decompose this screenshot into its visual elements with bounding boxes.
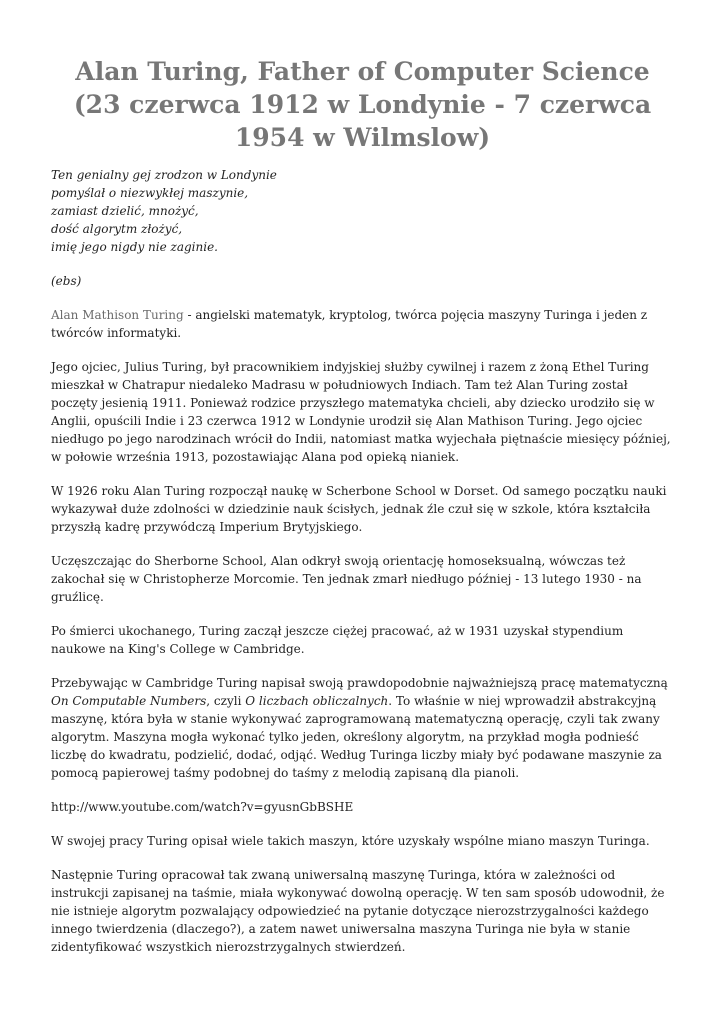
poem-line: zamiast dzielić, mnożyć, <box>51 204 199 218</box>
text-segment: . To właśnie w niej wprowadził abstrakcyjną maszynę, która była w stanie wykonywać zaprogramowaną matematyczną operację, czyli tak zwany algorytm. Maszyna mogła wykonać tylko jeden, określony algorytm, na przykład mogła podnieść liczbę do kwadratu, podzielić, dodać, odjąć. Według Turinga liczby miały być podawane maszynie za pomocą papierowej taśmy podobnej do taśmy z melodią zapisaną dla pianoli. <box>51 694 662 780</box>
page-title: Alan Turing, Father of Computer Science (23 czerwca 1912 w Londynie - 7 czerwca 1954 w Wilmslow) <box>73 57 652 152</box>
poem <box>51 166 676 256</box>
youtube-url: http://www.youtube.com/watch?v=gyusnGbBSHE <box>51 800 354 814</box>
paragraph-universal-machine: Następnie Turing opracował tak zwaną uniwersalną maszynę Turinga, która w zależności od instrukcji zapisanej na taśmie, miała wykonywać dowolną operację. W ten sam sposób udowodnił, że nie istnieje algorytm pozwalający odpowiedzieć na pytanie dotyczące nierozstrzygalności każdego innego twierdzenia (dlaczego?), a zatem nawet uniwersalna maszyna Turinga nie była w stanie zidentyfikować wszystkich nierozstrzygalnych stwierdzeń. <box>51 868 665 954</box>
paragraph-orientation: Uczęszczając do Sherborne School, Alan odkrył swoją orientację homoseksualną, wówczas też zakochał się w Christopherze Morcomie. Ten jednak zmarł niedługo później - 13 lutego 1930 - na gruźlicę. <box>51 554 642 604</box>
poem-line: imię jego nigdy nie zaginie. <box>51 240 218 254</box>
work-title-pl: O liczbach obliczalnych <box>245 694 389 708</box>
intro-text: - angielski matematyk, kryptolog, twórca pojęcia maszyny Turinga i jeden z twórców informatyki. <box>51 308 648 340</box>
text-segment: Przebywając w Cambridge Turing napisał swoją prawdopodobnie najważniejszą pracę matematyczną <box>51 676 668 690</box>
paragraph-cambridge-scholarship: Po śmierci ukochanego, Turing zaczął jeszcze ciężej pracować, aż w 1931 uzyskał stypendium naukowe na King's College w Cambridge. <box>51 624 624 656</box>
paragraph-computable-numbers <box>51 674 676 782</box>
poem-line: dość algorytm złożyć, <box>51 222 183 236</box>
paragraph-school: W 1926 roku Alan Turing rozpoczął naukę w Scherbone School w Dorset. Od samego początku nauki wykazywał duże zdolności w dziedzinie nauk ścisłych, jednak źle czuł się w szkole, która kształciła przyszłą kadrę przywódczą Imperium Brytyjskiego. <box>51 484 667 534</box>
poem-line: Ten genialny gej zrodzon w Londynie <box>51 168 277 182</box>
paragraph-family: Jego ojciec, Julius Turing, był pracownikiem indyjskiej służby cywilnej i razem z żoną Ethel Turing mieszkał w Chatrapur niedaleko Madrasu w południowych Indiach. Tam też Alan Turing został poczęty jesienią 1911. Ponieważ rodzice przyszłego matematyka chcieli, aby dziecko urodziło się w Anglii, opuścili Indie i 23 czerwca 1912 w Londynie urodził się Alan Mathison Turing. Jego ojciec niedługo po jego narodzinach wrócił do Indii, natomiast matka wyjechała piętnaście miesięcy później, w połowie września 1913, pozostawiając Alana pod opieką nianiek. <box>51 360 671 464</box>
work-title-en: On Computable Numbers <box>51 694 207 708</box>
poem-signature: (ebs) <box>51 274 82 288</box>
turing-link[interactable]: Alan Mathison Turing <box>51 308 184 322</box>
poem-line: pomyślał o niezwykłej maszynie, <box>51 186 249 200</box>
article-body <box>51 166 676 972</box>
text-segment: , czyli <box>206 694 246 708</box>
paragraph-turing-machines: W swojej pracy Turing opisał wiele takich maszyn, które uzyskały wspólne miano maszyn Turinga. <box>51 834 650 848</box>
intro-paragraph <box>51 306 676 342</box>
